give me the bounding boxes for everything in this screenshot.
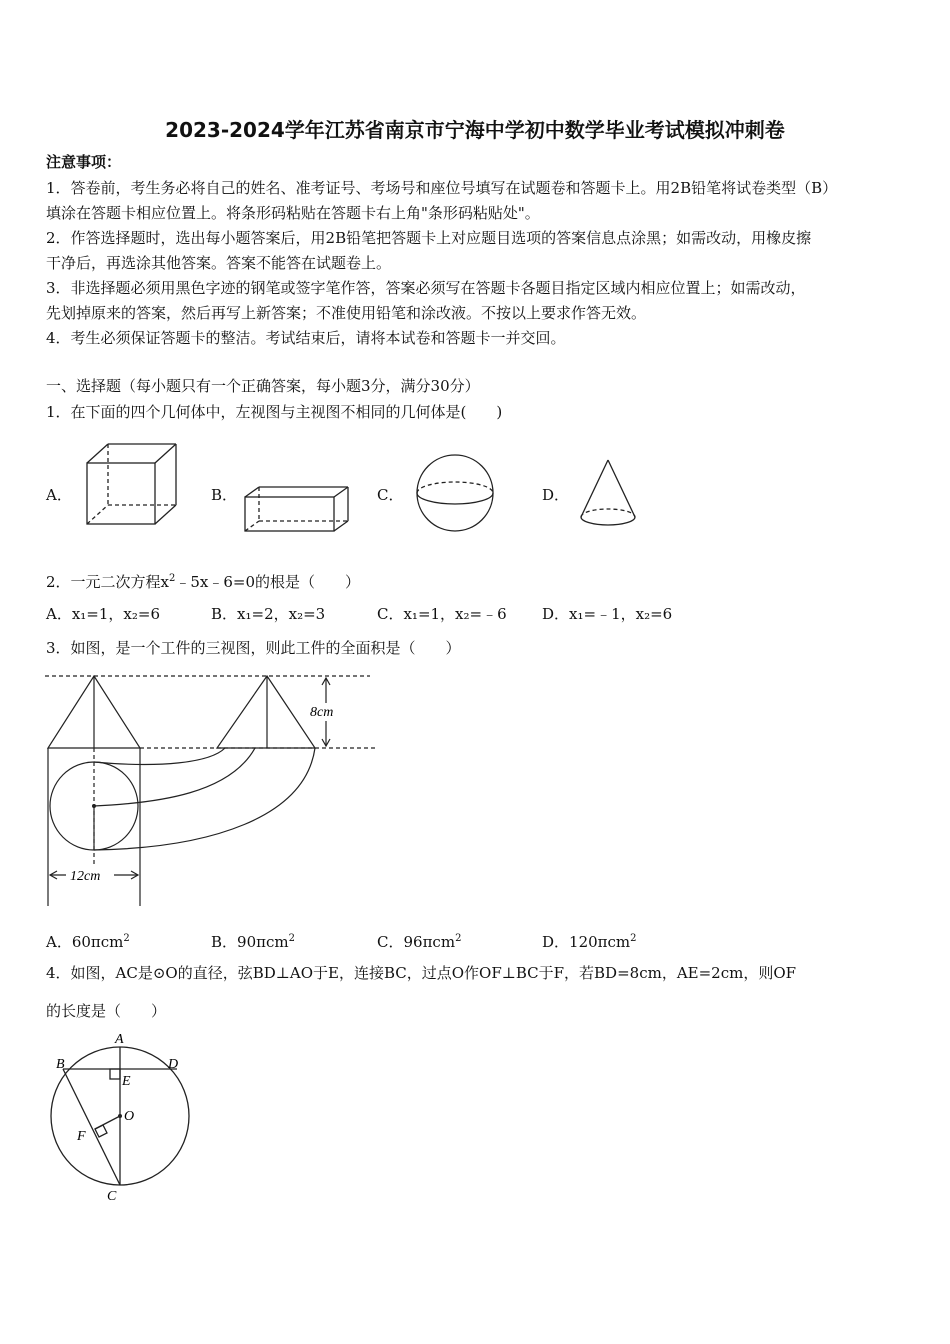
q2-stem-post: ﹣5x﹣6=0的根是（ ） xyxy=(175,573,361,591)
width-label: 12cm xyxy=(70,869,101,884)
q2-stem xyxy=(46,570,360,591)
notice-line: 先划掉原来的答案，然后再写上新答案；不准使用铅笔和涂改液。不按以上要求作答无效。 xyxy=(46,304,647,322)
q3-option-c-text: C．96πcm xyxy=(377,933,456,951)
point-a-label: A xyxy=(115,1032,124,1047)
q3-option-c-sup: 2 xyxy=(455,933,462,944)
q3-option-d-text: D．120πcm xyxy=(542,933,631,951)
q2-stem-sup: 2 xyxy=(169,573,176,584)
point-f-label: F xyxy=(77,1129,86,1144)
q3-option-b xyxy=(211,930,295,951)
cone-figure xyxy=(575,455,645,535)
q3-option-b-sup: 2 xyxy=(288,933,295,944)
q3-option-c xyxy=(377,930,461,951)
q1-option-c-label: C． xyxy=(377,486,404,504)
point-e-label: E xyxy=(122,1074,131,1089)
section-heading: 一、选择题（每小题只有一个正确答案，每小题3分，满分30分） xyxy=(46,377,480,395)
circle-geometry-figure xyxy=(40,1030,200,1210)
q2-option-d: D．x₁=﹣1，x₂=6 xyxy=(542,605,673,623)
exam-title: 2023-2024学年江苏省南京市宁海中学初中数学毕业考试模拟冲刺卷 xyxy=(165,118,785,142)
q4-stem-line2: 的长度是（ ） xyxy=(46,1002,167,1020)
q3-option-a xyxy=(46,930,130,951)
cuboid-figure xyxy=(238,483,358,538)
point-c-label: C xyxy=(107,1189,117,1204)
q2-option-a: A．x₁=1，x₂=6 xyxy=(46,605,161,623)
q3-option-d-sup: 2 xyxy=(630,933,637,944)
notice-line: 3．非选择题必须用黑色字迹的钢笔或签字笔作答，答案必须写在答题卡各题目指定区域内相应位置上；如需改动， xyxy=(46,279,806,297)
point-d-label: D xyxy=(168,1057,179,1072)
q1-option-d-label: D． xyxy=(542,486,570,504)
q2-stem-pre: 2．一元二次方程x xyxy=(46,573,170,591)
point-b-label: B xyxy=(56,1057,65,1072)
notice-line: 2．作答选择题时，选出每小题答案后，用2B铅笔把答题卡上对应题目选项的答案信息点涂黑；如需改动，用橡皮擦 xyxy=(46,229,812,247)
q3-option-d xyxy=(542,930,637,951)
notice-line: 填涂在答题卡相应位置上。将条形码粘贴在答题卡右上角"条形码粘贴处"。 xyxy=(46,204,540,222)
q3-option-a-text: A．60πcm xyxy=(46,933,124,951)
three-view-diagram xyxy=(40,668,385,913)
q2-option-c: C．x₁=1，x₂=﹣6 xyxy=(377,605,507,623)
notice-line: 1．答卷前，考生务必将自己的姓名、准考证号、考场号和座位号填写在试题卷和答题卡上。用2B铅笔将试卷类型（B） xyxy=(46,179,838,197)
notice-line: 4．考生必须保证答题卡的整洁。考试结束后，请将本试卷和答题卡一并交回。 xyxy=(46,329,566,347)
q3-option-b-text: B．90πcm xyxy=(211,933,289,951)
q1-option-a-label: A． xyxy=(46,486,72,504)
q3-option-a-sup: 2 xyxy=(123,933,130,944)
sphere-figure xyxy=(412,452,502,537)
q3-stem: 3．如图，是一个工件的三视图，则此工件的全面积是（ ） xyxy=(46,639,461,657)
notice-line: 干净后，再选涂其他答案。答案不能答在试题卷上。 xyxy=(46,254,392,272)
q1-option-b-label: B． xyxy=(211,486,238,504)
point-o-label: O xyxy=(124,1109,135,1124)
notice-heading: 注意事项： xyxy=(46,153,122,171)
q4-stem-line1: 4．如图，AC是⊙O的直径，弦BD⊥AO于E，连接BC，过点O作OF⊥BC于F，若BD=8cm，AE=2cm，则OF xyxy=(46,964,797,982)
cube-figure xyxy=(80,440,190,540)
height-label: 8cm xyxy=(310,705,334,720)
q1-stem: 1．在下面的四个几何体中，左视图与主视图不相同的几何体是( ) xyxy=(46,403,503,421)
q2-option-b: B．x₁=2，x₂=3 xyxy=(211,605,326,623)
